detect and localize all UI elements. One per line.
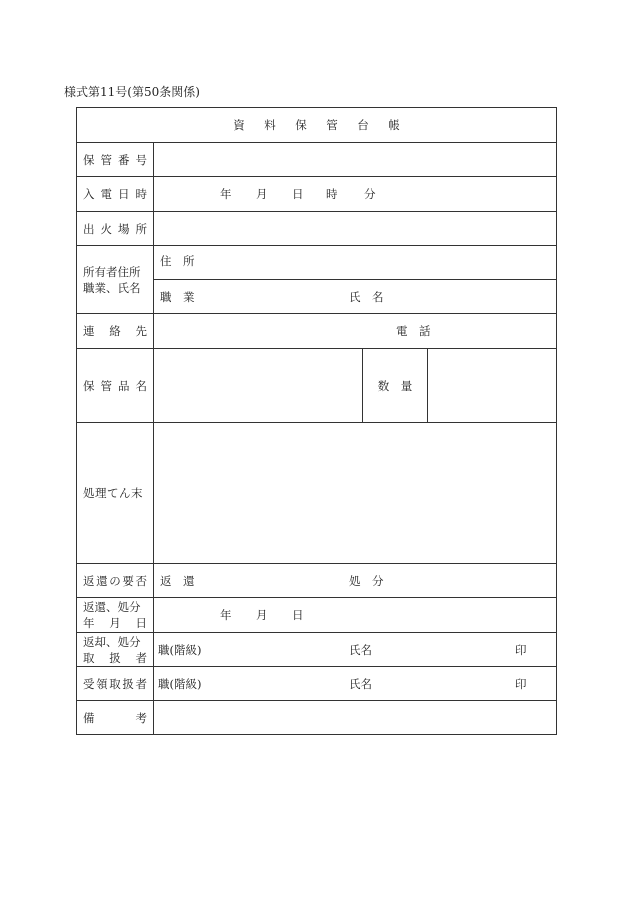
label-char: 絡 [109, 324, 121, 338]
label-char: 時 [135, 187, 147, 201]
fire-place-field[interactable] [154, 212, 557, 246]
call-year-unit: 年 [220, 187, 232, 201]
label-char: 品 [118, 378, 130, 393]
return-need-row [77, 564, 557, 598]
title-row [77, 108, 557, 143]
label-char: 考 [135, 710, 147, 725]
receiver-rank-label: 職(階級) [158, 676, 202, 691]
label-char: 領 [96, 676, 108, 691]
label-char: 者 [135, 650, 147, 665]
handler-field[interactable] [154, 633, 557, 667]
label-char: 日 [118, 187, 130, 201]
receiver-field[interactable] [154, 667, 557, 701]
quantity-label-cell [363, 349, 428, 422]
return-year-unit: 年 [220, 608, 232, 622]
label-char: 連 [83, 324, 95, 338]
phone-label: 電 話 [396, 324, 431, 338]
label-char: 取 [83, 650, 95, 665]
storage-number-row [77, 143, 557, 177]
title-char: 管 [326, 118, 338, 132]
remarks-label [77, 701, 154, 735]
contact-field[interactable] [154, 314, 557, 349]
call-time-row [77, 177, 557, 212]
label-char: 入 [83, 187, 95, 201]
return-month-unit: 月 [256, 608, 268, 622]
items-label [77, 349, 154, 423]
return-date-row [77, 598, 557, 633]
handler-label [77, 633, 154, 667]
label-char: 扱 [109, 650, 121, 665]
label-char: 返 [83, 573, 95, 588]
label-char: 管 [100, 378, 112, 393]
dispose-option-label: 処 分 [349, 573, 384, 588]
label-char: 号 [135, 152, 147, 167]
ledger-title [77, 108, 557, 143]
call-time-label [77, 177, 154, 212]
contact-label [77, 314, 154, 349]
quantity-field[interactable] [428, 349, 556, 422]
label-char: 電 [100, 187, 112, 201]
receiver-seal-label: 印 [515, 676, 527, 691]
owner-address-field[interactable] [154, 246, 557, 280]
handler-rank-label: 職(階級) [158, 642, 202, 657]
call-month-unit: 月 [256, 187, 268, 201]
label-char: 日 [135, 616, 147, 630]
items-field [154, 349, 557, 423]
handler-row [77, 633, 557, 667]
owner-occupation-field[interactable] [154, 280, 557, 314]
handling-row [77, 423, 557, 564]
receiver-row [77, 667, 557, 701]
label-char: 名 [135, 378, 147, 393]
title-char: 料 [264, 118, 276, 132]
label-char: 年 [83, 616, 95, 630]
return-option-label: 返 還 [160, 573, 195, 588]
call-time-field[interactable] [154, 177, 557, 212]
call-hour-unit: 時 [326, 187, 338, 201]
address-label: 住 所 [160, 253, 195, 268]
return-day-unit: 日 [292, 608, 304, 622]
handler-label-line1: 返却、処分 [83, 634, 141, 649]
occupation-label: 職 業 [160, 289, 195, 304]
items-row [77, 349, 557, 423]
return-date-label-line1: 返還、処分 [83, 600, 141, 614]
label-char: 先 [135, 324, 147, 338]
label-char: 取 [109, 676, 121, 691]
storage-number-field[interactable] [154, 143, 557, 177]
label-char: 管 [100, 152, 112, 167]
label-char: 所 [135, 221, 147, 236]
remarks-field[interactable] [154, 701, 557, 735]
return-need-field[interactable] [154, 564, 557, 598]
owner-label [77, 246, 154, 314]
label-char: 保 [83, 378, 95, 393]
title-char: 保 [295, 118, 307, 132]
label-char: 月 [109, 616, 121, 630]
title-char: 帳 [388, 118, 400, 132]
title-char: 台 [357, 118, 369, 132]
label-char: 場 [118, 221, 130, 236]
label-char: 備 [83, 710, 95, 725]
fire-place-label [77, 212, 154, 246]
owner-name-label: 氏 名 [349, 289, 384, 304]
handler-seal-label: 印 [515, 642, 527, 657]
label-char: 火 [100, 221, 112, 236]
contact-row [77, 314, 557, 349]
handling-label: 処理てん末 [77, 423, 154, 564]
receiver-label [77, 667, 154, 701]
label-char: 受 [83, 676, 95, 691]
fire-place-row [77, 212, 557, 246]
owner-address-row [77, 246, 557, 280]
return-need-label [77, 564, 154, 598]
storage-number-label [77, 143, 154, 177]
form-number-label: 様式第11号(第50条関係) [64, 85, 200, 99]
label-char: 者 [135, 676, 147, 691]
handling-field[interactable] [154, 423, 557, 564]
return-date-label [77, 598, 154, 633]
handler-name-label: 氏名 [349, 642, 372, 657]
label-char: の [109, 573, 121, 588]
call-day-unit: 日 [292, 187, 304, 201]
receiver-name-label: 氏名 [349, 676, 372, 691]
label-char: 否 [135, 573, 147, 588]
storage-ledger-table [76, 107, 557, 735]
label-char: 扱 [122, 676, 134, 691]
label-char: 出 [83, 221, 95, 236]
owner-label-line2: 職業、氏名 [83, 280, 141, 295]
quantity-label: 数 量 [377, 378, 413, 393]
item-name-field[interactable] [154, 349, 363, 422]
label-char: 還 [96, 573, 108, 588]
remarks-row [77, 701, 557, 735]
return-date-field[interactable] [154, 598, 557, 633]
label-char: 要 [122, 573, 134, 588]
title-char: 資 [233, 118, 245, 132]
label-char: 保 [83, 152, 95, 167]
label-char: 番 [118, 152, 130, 167]
owner-label-line1: 所有者住所 [83, 264, 141, 279]
call-minute-unit: 分 [364, 187, 376, 201]
